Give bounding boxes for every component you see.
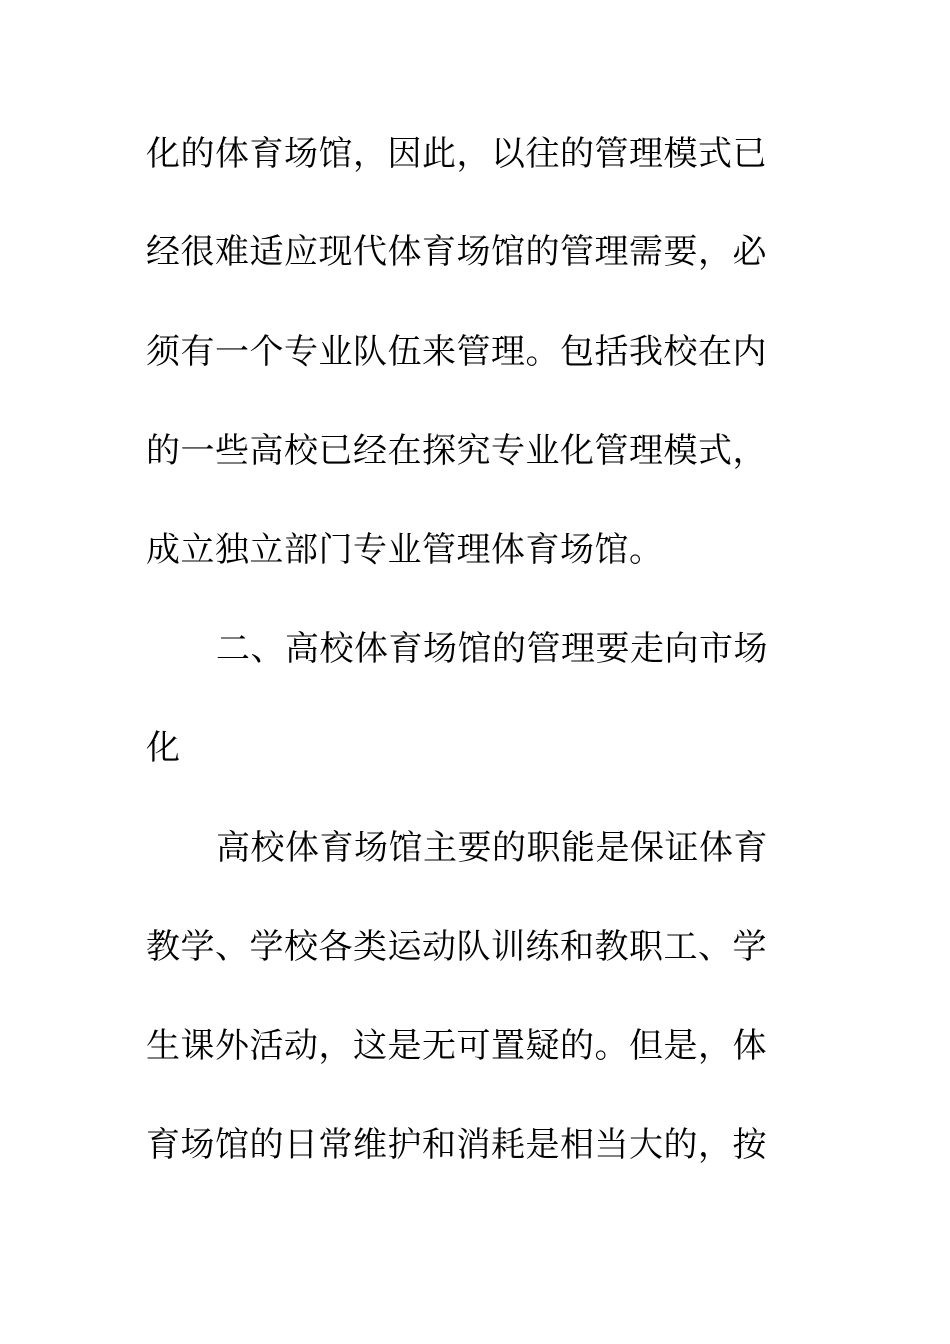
paragraph-line: 生课外活动，这是无可置疑的。但是，体 (146, 1026, 767, 1066)
paragraph-line: 经很难适应现代体育场馆的管理需要，必 (146, 232, 767, 272)
paragraph-line: 教学、学校各类运动队训练和教职工、学 (146, 927, 767, 967)
paragraph-line: 须有一个专业队伍来管理。包括我校在内 (146, 332, 767, 372)
section-heading-line: 二、高校体育场馆的管理要走向市场 (216, 629, 768, 669)
paragraph-line: 成立独立部门专业管理体育场馆。 (146, 530, 664, 570)
paragraph-line: 的一些高校已经在探究专业化管理模式， (146, 431, 767, 471)
paragraph-line: 高校体育场馆主要的职能是保证体育 (216, 828, 768, 868)
section-heading-line: 化 (146, 728, 181, 768)
paragraph-line: 育场馆的日常维护和消耗是相当大的，按 (146, 1125, 767, 1165)
paragraph-line: 化的体育场馆，因此，以往的管理模式已 (146, 134, 767, 174)
